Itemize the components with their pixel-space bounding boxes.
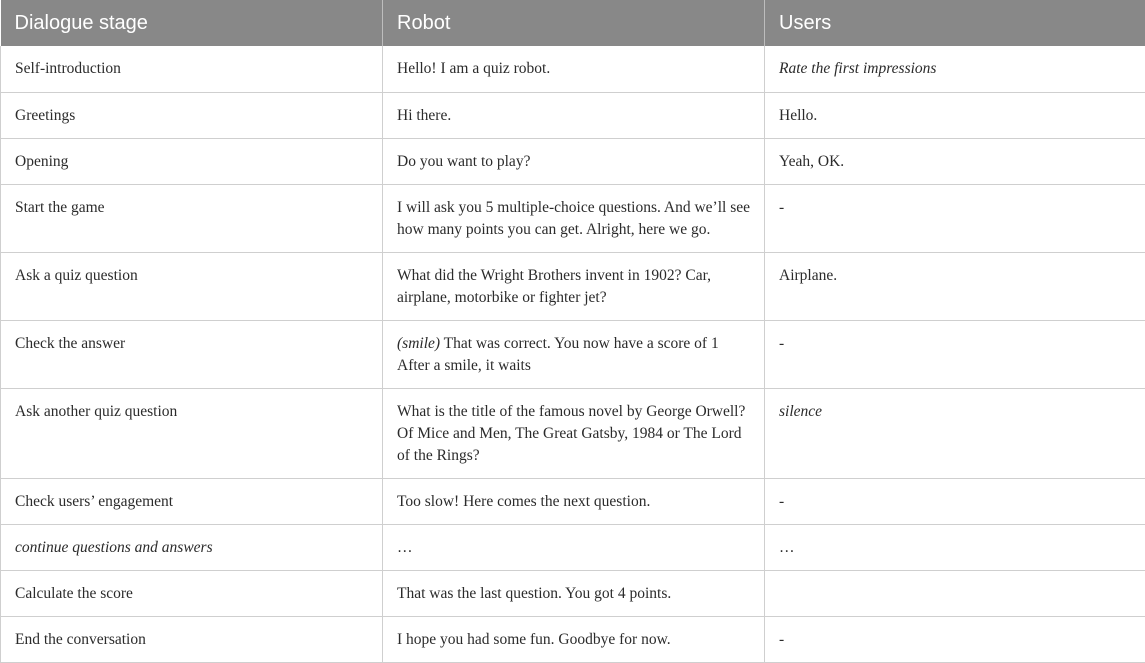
users-cell: - xyxy=(765,184,1145,252)
users-cell: Airplane. xyxy=(765,252,1145,320)
table-row xyxy=(1,92,1145,138)
header-dialogue-stage: Dialogue stage xyxy=(1,0,383,46)
robot-cell: Do you want to play? xyxy=(383,138,765,184)
table-row xyxy=(1,138,1145,184)
robot-utterance: That was correct. You now have a score of 1 xyxy=(444,335,719,352)
table-body xyxy=(1,46,1145,662)
table-row xyxy=(1,570,1145,616)
table-row xyxy=(1,252,1145,320)
robot-action-cue: (smile) xyxy=(397,335,440,352)
users-cell: - xyxy=(765,478,1145,524)
table-row xyxy=(1,616,1145,662)
users-cell xyxy=(765,570,1145,616)
table-row xyxy=(1,478,1145,524)
robot-cell: Too slow! Here comes the next question. xyxy=(383,478,765,524)
table-row xyxy=(1,388,1145,478)
robot-cell: I hope you had some fun. Goodbye for now. xyxy=(383,616,765,662)
users-cell: - xyxy=(765,320,1145,388)
robot-cell: What is the title of the famous novel by George Orwell? Of Mice and Men, The Great Gatsby, 1984 or The Lord of the Rings? xyxy=(383,388,765,478)
stage-cell: Self-introduction xyxy=(1,46,383,92)
users-cell: … xyxy=(765,524,1145,570)
stage-cell: Ask another quiz question xyxy=(1,388,383,478)
robot-cell xyxy=(383,320,765,388)
robot-cell: What did the Wright Brothers invent in 1902? Car, airplane, motorbike or fighter jet? xyxy=(383,252,765,320)
table-row xyxy=(1,184,1145,252)
stage-cell: continue questions and answers xyxy=(1,524,383,570)
table-header xyxy=(1,0,1145,46)
header-users: Users xyxy=(765,0,1145,46)
robot-cell: I will ask you 5 multiple-choice questions. And we’ll see how many points you can get. Alright, here we go. xyxy=(383,184,765,252)
table-row xyxy=(1,46,1145,92)
robot-cell: Hello! I am a quiz robot. xyxy=(383,46,765,92)
header-row xyxy=(1,0,1145,46)
users-cell: - xyxy=(765,616,1145,662)
stage-cell: Ask a quiz question xyxy=(1,252,383,320)
robot-utterance-note: After a smile, it waits xyxy=(397,357,531,374)
users-cell: Yeah, OK. xyxy=(765,138,1145,184)
table-row xyxy=(1,320,1145,388)
robot-cell: Hi there. xyxy=(383,92,765,138)
stage-cell: Calculate the score xyxy=(1,570,383,616)
robot-cell: That was the last question. You got 4 points. xyxy=(383,570,765,616)
stage-cell: Start the game xyxy=(1,184,383,252)
table-row xyxy=(1,524,1145,570)
stage-cell: Check the answer xyxy=(1,320,383,388)
stage-cell: Opening xyxy=(1,138,383,184)
stage-cell: Greetings xyxy=(1,92,383,138)
users-cell: silence xyxy=(765,388,1145,478)
robot-cell: … xyxy=(383,524,765,570)
users-cell: Hello. xyxy=(765,92,1145,138)
stage-cell: Check users’ engagement xyxy=(1,478,383,524)
users-cell: Rate the first impressions xyxy=(765,46,1145,92)
stage-cell: End the conversation xyxy=(1,616,383,662)
header-robot: Robot xyxy=(383,0,765,46)
